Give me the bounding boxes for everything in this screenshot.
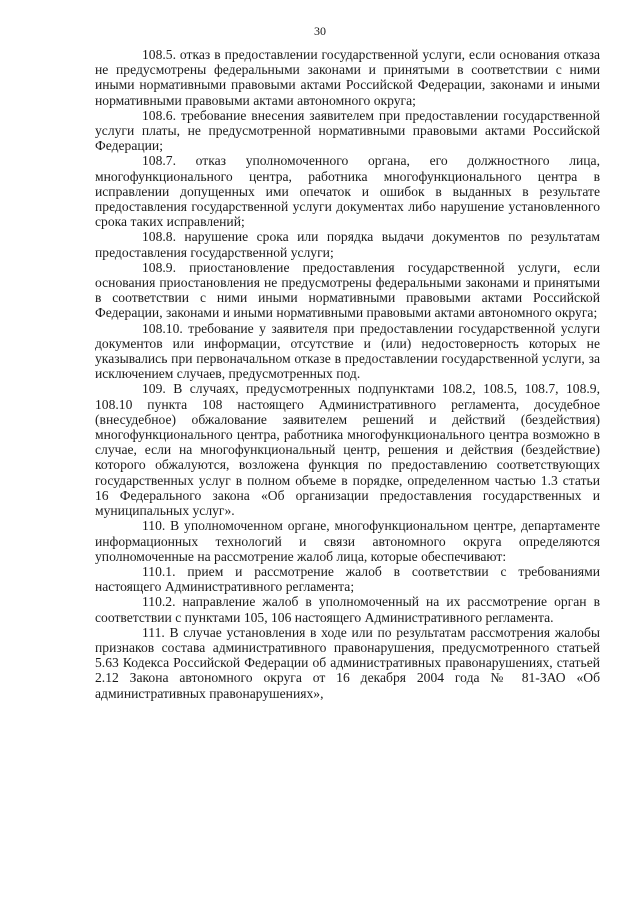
paragraph-108-6: 108.6. требование внесения заявителем при предоставлении государственной услуги платы, не предусмотренной нормативными правовыми актами Российской Федерации; [95,107,600,154]
paragraph-110-1: 110.1. прием и рассмотрение жалоб в соответствии с требованиями настоящего Административного регламента; [95,563,600,595]
paragraph-108-5: 108.5. отказ в предоставлении государственной услуги, если основания отказа не предусмотрены федеральными законами и принятыми в соответствии с ними иными нормативными правовыми актами Российской Федерации, законами и иными нормативными правовыми актами автономного округа; [95,47,600,108]
paragraph-110: 110. В уполномоченном органе, многофункциональном центре, департаменте информационных технологий и связи автономного округа определяются уполномоченные на рассмотрение жалоб лица, которые обеспечивают: [95,518,600,564]
paragraph-108-9: 108.9. приостановление предоставления государственной услуги, если основания приостановления не предусмотрены федеральными законами и принятыми в соответствии с ними иными нормативными правовыми актами Российской Федерации, законами и иными нормативными правовыми актами автономного округа; [95,259,600,321]
paragraph-108-8: 108.8. нарушение срока или порядка выдачи документов по результатам предоставления государственной услуги; [95,229,600,260]
page-number: 30 [314,24,326,38]
paragraph-110-2: 110.2. направление жалоб в уполномоченный на их рассмотрение орган в соответствии с пунктами 105, 106 настоящего Административного регламента. [95,594,600,625]
paragraph-111: 111. В случае установления в ходе или по результатам рассмотрения жалобы признаков состава административного правонарушения, предусмотренного статьей 5.63 Кодекса Российской Федерации об административных правонарушениях, статьей 2.12 Закона автономного округа от 16 декабря 2004 года № 81-ЗАО «Об административных правонарушениях», [95,624,600,701]
paragraph-108-10: 108.10. требование у заявителя при предоставлении государственной услуги документов или информации, отсутствие и (или) недостоверность которых не указывались при первоначальном отказе в предоставлении государственной услуги, за исключением случаев, предусмотренных под. [95,320,600,382]
paragraph-109: 109. В случаях, предусмотренных подпунктами 108.2, 108.5, 108.7, 108.9, 108.10 пункта 108 настоящего Административного регламента, досудебное (внесудебное) обжалование заявителем решений и действий (бездействия) многофункционального центра, работника многофункционального центра возможно в случае, если на многофункциональный центр, решения и действия (бездействие) которого обжалуются, возложена функция по предоставлению соответствующих государственных услуг в полном объеме в порядке, определенном частью 1.3 статьи 16 Федерального закона «Об организации предоставления государственных и муниципальных услуг». [95,381,600,519]
document-body [95,47,600,701]
paragraph-108-7: 108.7. отказ уполномоченного органа, его должностного лица, многофункционального центра, работника многофункционального центра в исправлении допущенных ими опечаток и ошибок в выданных в результате предоставления государственной услуги документах либо нарушение установленного срока таких исправлений; [95,153,600,230]
